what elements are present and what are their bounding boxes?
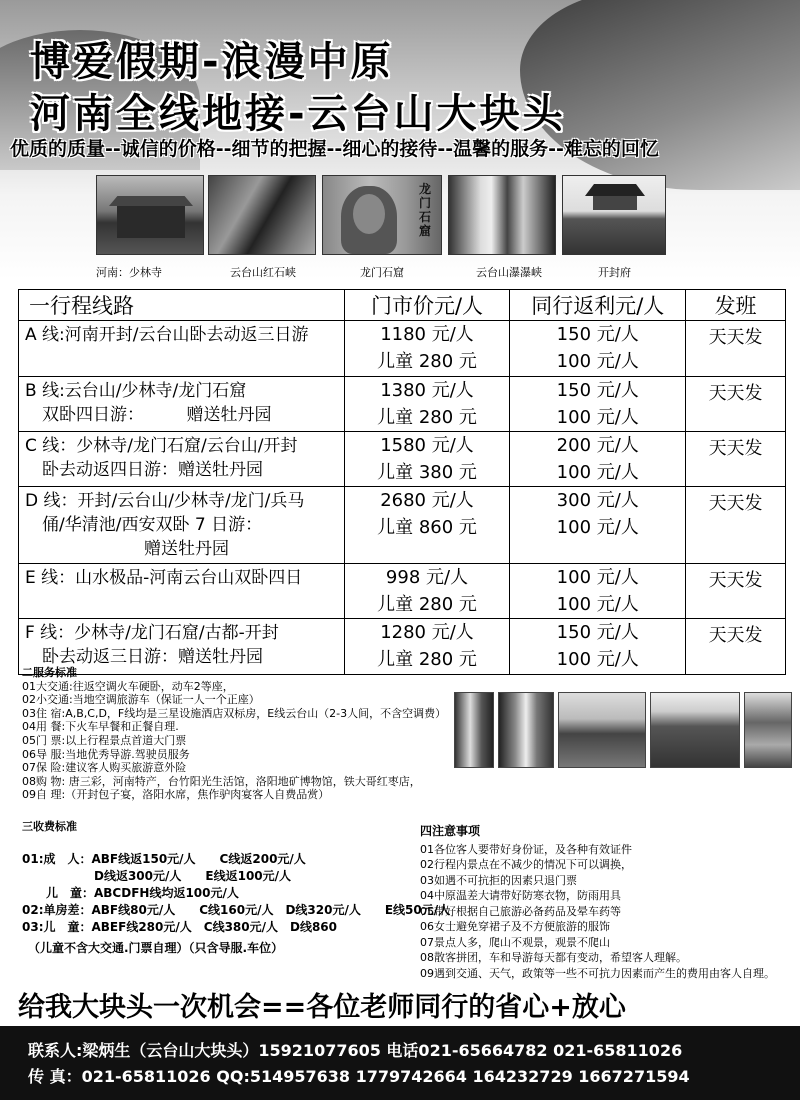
photo-caption-5: 开封府 xyxy=(598,266,631,279)
route-line: 卧去动返四日游：赠送牡丹园 xyxy=(25,460,263,480)
child-rebate: 100 元/人 xyxy=(556,351,639,372)
child-price: 儿童 280 元 xyxy=(377,594,477,615)
shaolin-temple-photo xyxy=(96,175,204,255)
schedule-cell: 天天发 xyxy=(686,321,786,377)
price-cell xyxy=(344,377,510,432)
rebate-cell xyxy=(510,564,686,619)
table-row xyxy=(19,321,786,377)
kaifeng-palace-photo xyxy=(562,175,666,255)
route-line: E 线：山水极品-河南云台山双卧四日 xyxy=(25,568,303,588)
price-cell xyxy=(344,432,510,487)
column-header-price: 门市价元/人 xyxy=(344,290,510,321)
list-item: 07保 险:建议客人购买旅游意外险 xyxy=(22,761,187,775)
price-cell xyxy=(344,321,510,377)
price-cell xyxy=(344,487,510,564)
table-header-row xyxy=(19,290,786,321)
longmen-grottoes-photo xyxy=(322,175,442,255)
rebate-cell xyxy=(510,432,686,487)
child-price: 儿童 380 元 xyxy=(377,462,477,483)
route-line: 卧去动返三日游：赠送牡丹园 xyxy=(25,647,263,667)
list-item: 03住 宿:A,B,C,D，F线均是三星设施酒店双标房，E线云台山（2-3人间，不含空调费） xyxy=(22,706,447,720)
schedule-cell: 天天发 xyxy=(686,619,786,675)
list-item: 儿 童：ABCDFH线均返100元/人 xyxy=(22,886,239,900)
list-item: 07景点人多，爬山不观景，观景不爬山 xyxy=(420,935,610,949)
notes-title: 四注意事项 xyxy=(420,824,481,838)
waterfall-gorge-photo xyxy=(448,175,556,255)
child-rebate: 100 元/人 xyxy=(556,407,639,428)
rebate-cell xyxy=(510,487,686,564)
fax-qq-line: 传 真：021-65811026 QQ:514957638 1779742664 164232729 1667271594 xyxy=(28,1067,690,1086)
adult-price: 1380 元/人 xyxy=(380,380,474,401)
adult-rebate: 150 元/人 xyxy=(556,380,639,401)
photo-caption-2: 云台山红石峡 xyxy=(230,266,296,279)
list-item: 04中原温差大请带好防寒衣物，防雨用具 xyxy=(420,889,621,902)
column-header-rebate: 同行返利元/人 xyxy=(510,290,686,321)
route-line: A 线:河南开封/云台山卧去动返三日游 xyxy=(25,325,309,345)
attraction-photos xyxy=(96,175,666,257)
route-line: F 线：少林寺/龙门石窟/古都-开封 xyxy=(25,623,279,643)
table-row xyxy=(19,432,786,487)
contact-footer xyxy=(0,1026,800,1100)
child-price: 儿童 860 元 xyxy=(377,517,477,538)
red-stone-gorge-photo xyxy=(208,175,316,255)
route-cell xyxy=(19,321,345,377)
adult-rebate: 100 元/人 xyxy=(556,567,639,588)
route-line: D 线：开封/云台山/少林寺/龙门/兵马 xyxy=(25,491,305,511)
list-item: （儿童不含大交通.门票自理）（只含导服.车位） xyxy=(22,941,284,955)
list-item: 03:儿 童：ABEF线280元/人 C线380元/人 D线860 xyxy=(22,920,338,934)
list-item: 09遇到交通、天气，政策等一些不可抗力因素而产生的费用由客人自理。 xyxy=(420,966,775,980)
route-line: 俑/华清池/西安双卧 7 日游： xyxy=(25,515,263,535)
notes-section xyxy=(420,824,790,981)
lake-thumb xyxy=(744,692,792,768)
photo-caption-1: 河南：少林寺 xyxy=(96,266,162,279)
adult-rebate: 200 元/人 xyxy=(556,435,639,456)
cliff-thumb xyxy=(498,692,554,768)
child-rebate: 100 元/人 xyxy=(556,594,639,615)
adult-price: 1280 元/人 xyxy=(380,622,474,643)
route-line: B 线:云台山/少林寺/龙门石窟 xyxy=(25,381,247,401)
schedule-cell: 天天发 xyxy=(686,564,786,619)
list-item: 04用 餐:下火车早餐和正餐自理. xyxy=(22,720,179,734)
table-row xyxy=(19,377,786,432)
rebate-cell xyxy=(510,377,686,432)
list-item: D线返300元/人 E线返100元/人 xyxy=(22,869,292,883)
list-item: 01各位客人要带好身份证，及各种有效证件 xyxy=(420,842,632,856)
table-row xyxy=(19,564,786,619)
child-rebate: 100 元/人 xyxy=(556,462,639,483)
rebate-cell xyxy=(510,619,686,675)
child-price: 儿童 280 元 xyxy=(377,407,477,428)
route-cell xyxy=(19,432,345,487)
fees-title: 三收费标准 xyxy=(22,820,77,833)
list-item: 09自 理:（开封包子宴，洛阳水席，焦作驴肉宴客人自费品赏） xyxy=(22,788,330,802)
list-item: 05门 票:以上行程景点首道大门票 xyxy=(22,733,187,747)
list-item: 05带好根据自己旅游必备药品及晕车药等 xyxy=(420,904,621,918)
list-item: 01大交通:往返空调火车硬卧，动车2等座， xyxy=(22,679,234,693)
list-item: 08散客拼团，车和导游每天都有变动，希望客人理解。 xyxy=(420,951,687,964)
list-item: 03如遇不可抗拒的因素只退门票 xyxy=(420,873,577,887)
adult-rebate: 150 元/人 xyxy=(556,622,639,643)
page-title-line2: 河南全线地接-云台山大块头 xyxy=(30,91,566,137)
waterfall-thumb xyxy=(454,692,494,768)
adult-price: 998 元/人 xyxy=(385,567,469,588)
list-item: 01:成 人：ABF线返150元/人 C线返200元/人 xyxy=(22,852,306,866)
photo-caption-4: 云台山瀑瀑峡 xyxy=(476,266,542,279)
child-price: 儿童 280 元 xyxy=(377,351,477,372)
page-title-line1: 博爱假期-浪漫中原 xyxy=(30,39,394,85)
list-item: 08购 物: 唐三彩，河南特产，台竹阳光生活馆，洛阳地矿博物馆，铁大哥红枣店， xyxy=(22,774,421,788)
column-header-route: 一行程线路 xyxy=(19,290,345,321)
service-slogan: 优质的质量--诚信的价格--细节的把握--细心的接待--温馨的服务--难忘的回忆 xyxy=(10,138,659,160)
route-line: 双卧四日游： 赠送牡丹园 xyxy=(25,405,272,425)
adult-price: 1580 元/人 xyxy=(380,435,474,456)
child-price: 儿童 280 元 xyxy=(377,649,477,670)
child-rebate: 100 元/人 xyxy=(556,517,639,538)
contact-line: 联系人:梁炳生（云台山大块头）15921077605 电话021-65664782 021-65811026 xyxy=(28,1041,683,1060)
route-cell xyxy=(19,564,345,619)
adult-rebate: 150 元/人 xyxy=(556,324,639,345)
list-item: 02:单房差：ABF线80元/人 C线160元/人 D线320元/人 E线50元/人 xyxy=(22,903,451,917)
adult-price: 2680 元/人 xyxy=(380,490,474,511)
closing-slogan: 给我大块头一次机会==各位老师同行的省心+放心 xyxy=(18,992,626,1023)
list-item: 02小交通:当地空调旅游车（保证一人一个正座） xyxy=(22,693,260,707)
scenery-thumbnails xyxy=(454,692,792,770)
adult-price: 1180 元/人 xyxy=(380,324,474,345)
service-standards xyxy=(22,666,462,802)
valley-thumb xyxy=(558,692,646,768)
mountain-thumb xyxy=(650,692,740,768)
list-item: 06导 服:当地优秀导游.驾驶员服务 xyxy=(22,747,190,761)
rebate-cell xyxy=(510,321,686,377)
itinerary-table xyxy=(18,289,786,675)
route-line: 赠送牡丹园 xyxy=(25,539,229,559)
schedule-cell: 天天发 xyxy=(686,377,786,432)
schedule-cell: 天天发 xyxy=(686,487,786,564)
service-title: 二服务标准 xyxy=(22,666,77,679)
adult-rebate: 300 元/人 xyxy=(556,490,639,511)
route-cell xyxy=(19,377,345,432)
longmen-calligraphy: 龙门石窟 xyxy=(419,182,432,238)
column-header-schedule: 发班 xyxy=(686,290,786,321)
schedule-cell: 天天发 xyxy=(686,432,786,487)
list-item: 02行程内景点在不减少的情况下可以调换， xyxy=(420,858,632,871)
child-rebate: 100 元/人 xyxy=(556,649,639,670)
route-line: C 线：少林寺/龙门石窟/云台山/开封 xyxy=(25,436,298,456)
photo-caption-3: 龙门石窟 xyxy=(360,266,404,279)
price-cell xyxy=(344,564,510,619)
route-cell xyxy=(19,487,345,564)
table-row xyxy=(19,487,786,564)
list-item: 06女士避免穿裙子及不方便旅游的服饰 xyxy=(420,920,610,933)
